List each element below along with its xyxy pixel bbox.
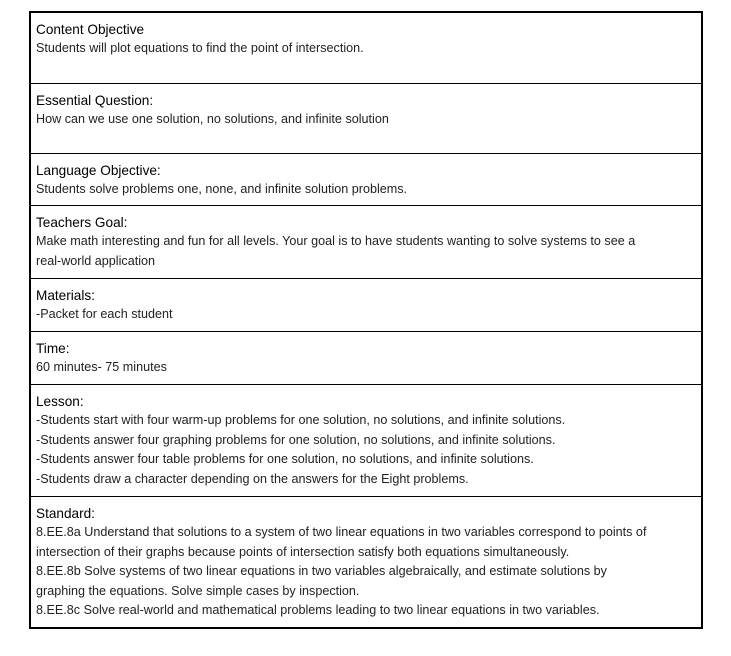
section-text: Students solve problems one, none, and infinite solution problems.	[36, 182, 408, 196]
section-text: Make math interesting and fun for all levels. Your goal is to have students wanting to solve systems to see a	[36, 234, 636, 248]
standard-text: 8.EE.8a Understand that solutions to a system of two linear equations in two variables correspond to points of	[36, 525, 647, 539]
section-text: 60 minutes- 75 minutes	[36, 360, 167, 374]
section-heading: Materials:	[36, 288, 95, 303]
section-heading: Essential Question:	[36, 93, 154, 108]
standard-text: graphing the equations. Solve simple cases by inspection.	[36, 583, 360, 598]
section-heading: Time:	[36, 341, 70, 356]
lesson-step: -Students answer four graphing problems for one solution, no solutions, and infinite solutions.	[36, 432, 556, 447]
section-text: real-world application	[36, 253, 156, 268]
section-heading: Teachers Goal:	[36, 215, 128, 230]
section-text: How can we use one solution, no solutions, and infinite solution	[36, 112, 389, 126]
section-standard	[31, 496, 701, 627]
section-heading: Lesson:	[36, 394, 84, 409]
section-content-objective	[31, 13, 701, 83]
lesson-step: -Students draw a character depending on the answers for the Eight problems.	[36, 471, 469, 486]
section-time	[31, 331, 701, 384]
section-essential-question	[31, 83, 701, 153]
section-text: Students will plot equations to find the point of intersection.	[36, 41, 364, 55]
section-heading: Language Objective:	[36, 163, 161, 178]
section-text: -Packet for each student	[36, 307, 173, 321]
section-lesson	[31, 384, 701, 496]
section-language-objective	[31, 153, 701, 205]
section-heading: Content Objective	[36, 22, 145, 37]
section-teachers-goal	[31, 205, 701, 278]
section-materials	[31, 278, 701, 331]
lesson-plan-table	[29, 11, 703, 629]
section-heading: Standard:	[36, 506, 95, 521]
standard-text: 8.EE.8c Solve real-world and mathematical problems leading to two linear equations in two variables.	[36, 603, 600, 617]
lesson-step: -Students answer four table problems for one solution, no solutions, and infinite solutions.	[36, 452, 534, 466]
standard-text: intersection of their graphs because points of intersection satisfy both equations simultaneously.	[36, 544, 570, 559]
standard-text: 8.EE.8b Solve systems of two linear equations in two variables algebraically, and estimate solutions by	[36, 564, 607, 578]
lesson-step: -Students start with four warm-up problems for one solution, no solutions, and infinite solutions.	[36, 413, 566, 427]
